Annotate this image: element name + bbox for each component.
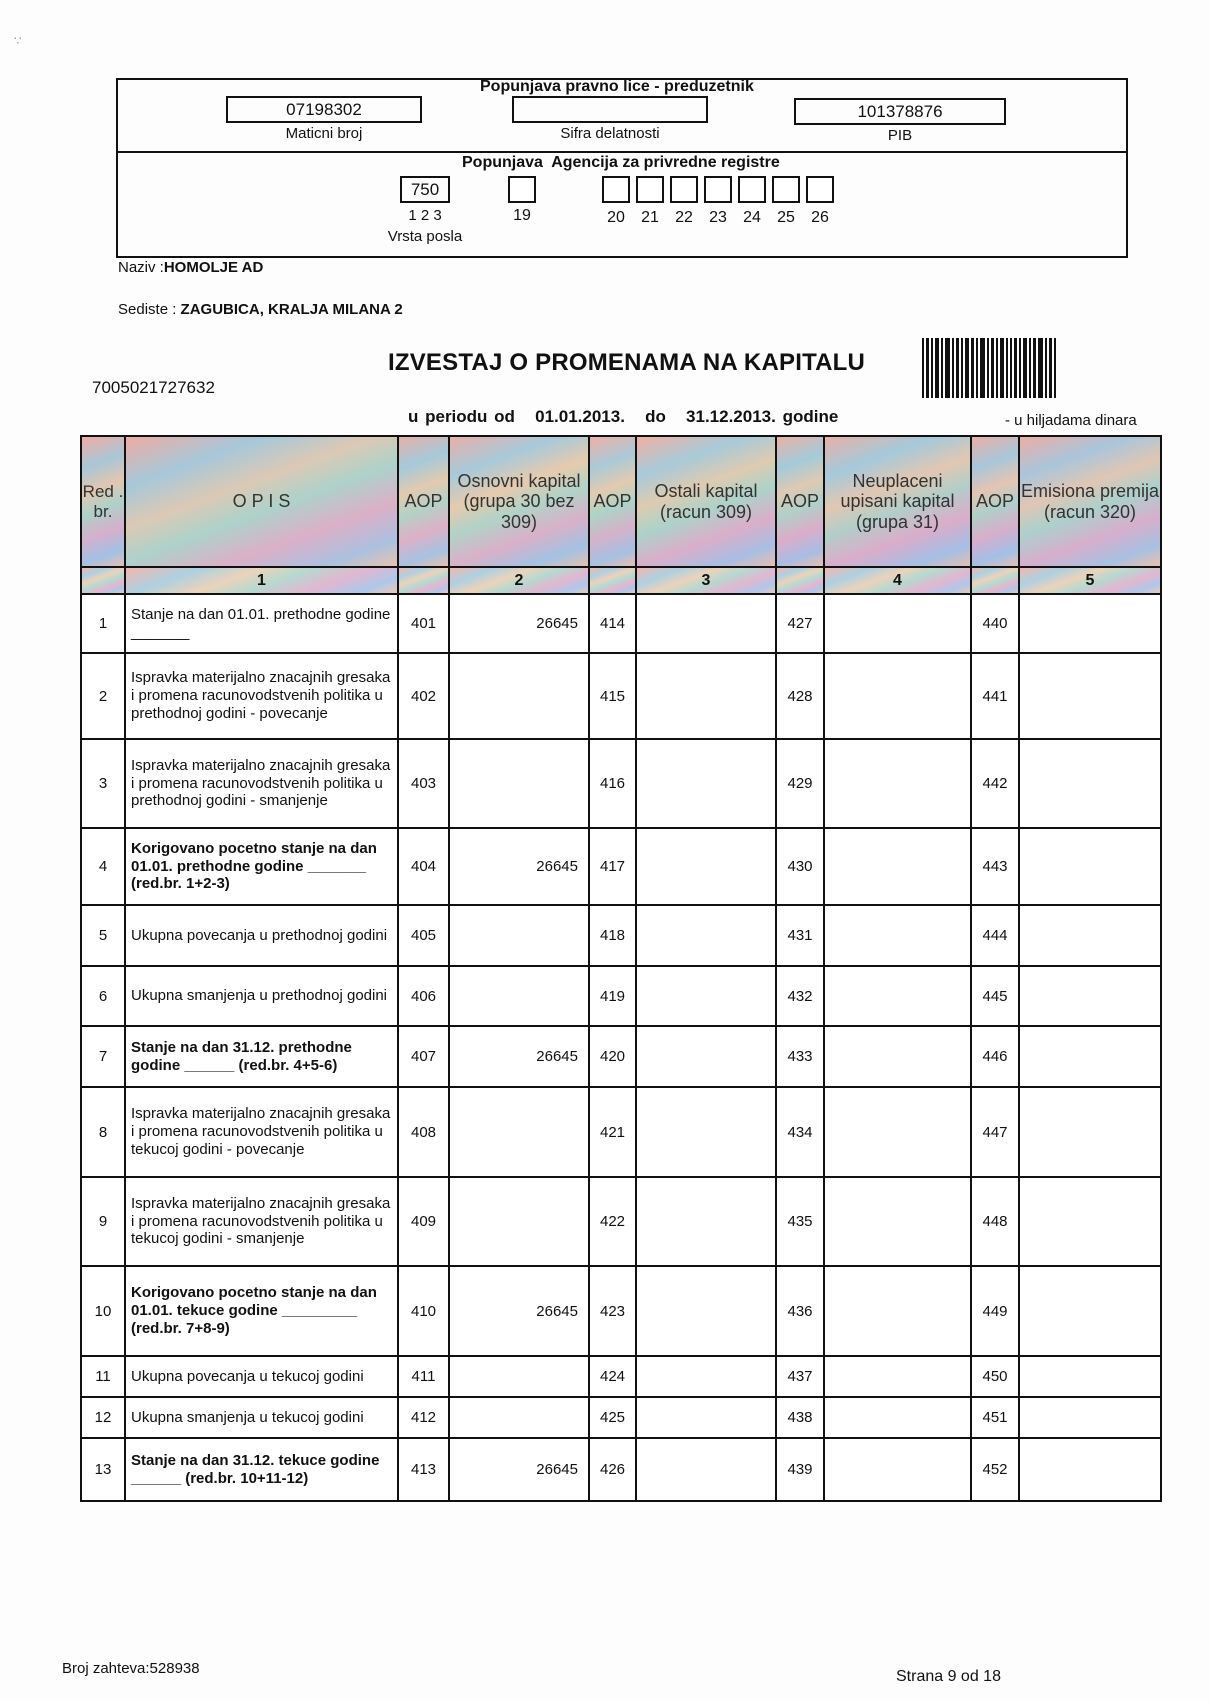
aop-code-osnovni: 410 xyxy=(398,1266,449,1356)
aop-code-neuplaceni: 437 xyxy=(776,1356,824,1397)
value-emisiona-premija[interactable] xyxy=(1019,1026,1161,1087)
aop-code-ostali: 421 xyxy=(589,1087,636,1177)
colnum-empty xyxy=(589,567,636,594)
header-neuplaceni-kapital: Neuplaceni upisani kapital (grupa 31) xyxy=(824,436,971,567)
table-row xyxy=(81,1026,1161,1087)
value-emisiona-premija[interactable] xyxy=(1019,828,1161,905)
period-prefix: u periodu od xyxy=(408,407,515,426)
aop-code-emisiona: 440 xyxy=(971,594,1019,653)
scan-mark: ∵ xyxy=(14,34,22,48)
value-neuplaceni-kapital[interactable] xyxy=(824,828,971,905)
box-19-label: 19 xyxy=(513,207,531,224)
box-26-label: 26 xyxy=(811,209,829,226)
aop-code-ostali: 425 xyxy=(589,1397,636,1438)
row-number: 13 xyxy=(81,1438,125,1501)
aop-code-emisiona: 443 xyxy=(971,828,1019,905)
aop-code-osnovni: 404 xyxy=(398,828,449,905)
box-24[interactable] xyxy=(738,176,766,203)
value-neuplaceni-kapital[interactable] xyxy=(824,1026,971,1087)
value-osnovni-kapital[interactable] xyxy=(449,739,589,828)
value-emisiona-premija[interactable] xyxy=(1019,1397,1161,1438)
colnum-empty xyxy=(398,567,449,594)
aop-code-ostali: 424 xyxy=(589,1356,636,1397)
pib-field[interactable]: 101378876 xyxy=(794,98,1006,125)
aop-code-emisiona: 452 xyxy=(971,1438,1019,1501)
header-opis: O P I S xyxy=(125,436,398,567)
table-row xyxy=(81,1266,1161,1356)
aop-code-ostali: 423 xyxy=(589,1266,636,1356)
value-emisiona-premija[interactable] xyxy=(1019,1356,1161,1397)
colnum-empty xyxy=(81,567,125,594)
value-ostali-kapital[interactable] xyxy=(636,1397,776,1438)
value-osnovni-kapital[interactable]: 26645 xyxy=(449,1266,589,1356)
table-row xyxy=(81,828,1161,905)
value-osnovni-kapital[interactable] xyxy=(449,653,589,739)
header-aop-5: AOP xyxy=(971,436,1019,567)
aop-code-emisiona: 450 xyxy=(971,1356,1019,1397)
barcode-icon xyxy=(922,338,1072,398)
value-ostali-kapital[interactable] xyxy=(636,739,776,828)
value-osnovni-kapital[interactable] xyxy=(449,905,589,966)
maticni-broj-field[interactable]: 07198302 xyxy=(226,96,422,123)
aop-code-ostali: 417 xyxy=(589,828,636,905)
value-neuplaceni-kapital[interactable] xyxy=(824,1356,971,1397)
row-number: 7 xyxy=(81,1026,125,1087)
value-neuplaceni-kapital[interactable] xyxy=(824,1438,971,1501)
header-ostali-kapital: Ostali kapital (racun 309) xyxy=(636,436,776,567)
company-name: HOMOLJE AD xyxy=(163,259,264,276)
table-row xyxy=(81,1087,1161,1177)
report-period xyxy=(408,407,838,427)
value-osnovni-kapital[interactable] xyxy=(449,1177,589,1266)
aop-code-emisiona: 446 xyxy=(971,1026,1019,1087)
company-code: 7005021727632 xyxy=(92,378,215,397)
aop-code-emisiona: 442 xyxy=(971,739,1019,828)
box-21[interactable] xyxy=(636,176,664,203)
row-description: Ukupna smanjenja u prethodnoj godini xyxy=(125,966,398,1026)
row-number: 6 xyxy=(81,966,125,1026)
colnum-1: 1 xyxy=(125,567,398,594)
company-seat: ZAGUBICA, KRALJA MILANA 2 xyxy=(180,301,403,318)
value-ostali-kapital[interactable] xyxy=(636,1356,776,1397)
value-osnovni-kapital[interactable]: 26645 xyxy=(449,828,589,905)
table-row xyxy=(81,739,1161,828)
row-description: Korigovano pocetno stanje na dan 01.01. tekuce godine _________ (red.br. 7+8-9) xyxy=(125,1266,398,1356)
header-aop-2: AOP xyxy=(398,436,449,567)
aop-code-emisiona: 448 xyxy=(971,1177,1019,1266)
value-emisiona-premija[interactable] xyxy=(1019,739,1161,828)
value-osnovni-kapital[interactable]: 26645 xyxy=(449,1026,589,1087)
row-number: 3 xyxy=(81,739,125,828)
table-row xyxy=(81,1177,1161,1266)
colnum-2: 2 xyxy=(449,567,589,594)
company-seat-label: Sediste : xyxy=(118,301,181,318)
box-23-label: 23 xyxy=(709,209,727,226)
maticni-broj-label: Maticni broj xyxy=(285,125,363,142)
row-number: 8 xyxy=(81,1087,125,1177)
colnum-5: 5 xyxy=(1019,567,1161,594)
capital-changes-table xyxy=(80,435,1162,1502)
row-description: Ukupna povecanja u tekucoj godini xyxy=(125,1356,398,1397)
value-osnovni-kapital[interactable] xyxy=(449,1087,589,1177)
table-row xyxy=(81,1356,1161,1397)
value-osnovni-kapital[interactable]: 26645 xyxy=(449,1438,589,1501)
company-name-label: Naziv : xyxy=(118,259,164,276)
vrsta-posla-digits: 1 2 3 xyxy=(408,207,442,224)
value-neuplaceni-kapital[interactable] xyxy=(824,905,971,966)
table-row xyxy=(81,653,1161,739)
table-body xyxy=(81,594,1161,1501)
table-row xyxy=(81,1438,1161,1501)
colnum-3: 3 xyxy=(636,567,776,594)
pib-label: PIB xyxy=(887,127,913,144)
aop-code-neuplaceni: 439 xyxy=(776,1438,824,1501)
aop-code-neuplaceni: 431 xyxy=(776,905,824,966)
row-number: 12 xyxy=(81,1397,125,1438)
table-row xyxy=(81,905,1161,966)
company-seat-line xyxy=(118,301,403,318)
aop-code-osnovni: 402 xyxy=(398,653,449,739)
value-emisiona-premija[interactable] xyxy=(1019,1087,1161,1177)
box-25[interactable] xyxy=(772,176,800,203)
period-suffix: godine xyxy=(782,407,839,426)
aop-code-ostali: 420 xyxy=(589,1026,636,1087)
colnum-4: 4 xyxy=(824,567,971,594)
value-osnovni-kapital[interactable]: 26645 xyxy=(449,594,589,653)
aop-code-ostali: 416 xyxy=(589,739,636,828)
report-title: IZVESTAJ O PROMENAMA NA KAPITALU xyxy=(388,349,866,376)
row-description: Ispravka materijalno znacajnih gresaka i promena racunovodstvenih politika u prethodnoj godini - smanjenje xyxy=(125,739,398,828)
currency-unit-note: - u hiljadama dinara xyxy=(1005,412,1137,429)
period-date-from: 01.01.2013. xyxy=(535,407,625,426)
aop-code-osnovni: 408 xyxy=(398,1087,449,1177)
agency-section-heading xyxy=(462,154,780,172)
value-ostali-kapital[interactable] xyxy=(636,1266,776,1356)
box-20[interactable] xyxy=(602,176,630,203)
box-24-label: 24 xyxy=(743,209,761,226)
aop-code-osnovni: 401 xyxy=(398,594,449,653)
aop-code-ostali: 418 xyxy=(589,905,636,966)
aop-code-emisiona: 447 xyxy=(971,1087,1019,1177)
box-26[interactable] xyxy=(806,176,834,203)
aop-code-osnovni: 411 xyxy=(398,1356,449,1397)
boxes-20-26 xyxy=(602,176,834,203)
header-emisiona-premija: Emisiona premija (racun 320) xyxy=(1019,436,1161,567)
box-23[interactable] xyxy=(704,176,732,203)
row-number: 9 xyxy=(81,1177,125,1266)
table-row xyxy=(81,1397,1161,1438)
value-neuplaceni-kapital[interactable] xyxy=(824,1397,971,1438)
aop-code-neuplaceni: 428 xyxy=(776,653,824,739)
header-osnovni-kapital: Osnovni kapital (grupa 30 bez 309) xyxy=(449,436,589,567)
row-description: Ukupna smanjenja u tekucoj godini xyxy=(125,1397,398,1438)
legal-entity-section-heading: Popunjava pravno lice - preduzetnik xyxy=(480,78,754,95)
value-osnovni-kapital[interactable] xyxy=(449,1397,589,1438)
row-description: Korigovano pocetno stanje na dan 01.01. prethodne godine _______ (red.br. 1+2-3) xyxy=(125,828,398,905)
box-19[interactable] xyxy=(508,176,536,203)
value-ostali-kapital[interactable] xyxy=(636,1087,776,1177)
value-osnovni-kapital[interactable] xyxy=(449,1356,589,1397)
row-description: Ispravka materijalno znacajnih gresaka i promena racunovodstvenih politika u prethodnoj godini - povecanje xyxy=(125,653,398,739)
aop-code-ostali: 419 xyxy=(589,966,636,1026)
page-number: Strana 9 od 18 xyxy=(896,1668,1001,1685)
row-number: 1 xyxy=(81,594,125,653)
aop-code-ostali: 422 xyxy=(589,1177,636,1266)
aop-code-ostali: 426 xyxy=(589,1438,636,1501)
row-number: 5 xyxy=(81,905,125,966)
company-name-line xyxy=(118,259,263,276)
value-neuplaceni-kapital[interactable] xyxy=(824,1177,971,1266)
value-ostali-kapital[interactable] xyxy=(636,1177,776,1266)
aop-code-neuplaceni: 438 xyxy=(776,1397,824,1438)
table-row xyxy=(81,966,1161,1026)
value-emisiona-premija[interactable] xyxy=(1019,905,1161,966)
header-aop-3: AOP xyxy=(589,436,636,567)
table-header-row xyxy=(81,436,1161,567)
value-neuplaceni-kapital[interactable] xyxy=(824,1087,971,1177)
row-description: Stanje na dan 01.01. prethodne godine _______ xyxy=(125,594,398,653)
value-emisiona-premija[interactable] xyxy=(1019,594,1161,653)
aop-code-neuplaceni: 432 xyxy=(776,966,824,1026)
row-description: Ispravka materijalno znacajnih gresaka i promena racunovodstvenih politika u tekucoj godini - povecanje xyxy=(125,1087,398,1177)
value-osnovni-kapital[interactable] xyxy=(449,966,589,1026)
box-25-label: 25 xyxy=(777,209,795,226)
sifra-delatnosti-label: Sifra delatnosti xyxy=(560,125,660,142)
colnum-empty xyxy=(971,567,1019,594)
value-emisiona-premija[interactable] xyxy=(1019,966,1161,1026)
value-ostali-kapital[interactable] xyxy=(636,1438,776,1501)
table-row xyxy=(81,594,1161,653)
period-mid: do xyxy=(645,407,666,426)
aop-code-neuplaceni: 434 xyxy=(776,1087,824,1177)
aop-code-neuplaceni: 433 xyxy=(776,1026,824,1087)
row-description: Stanje na dan 31.12. tekuce godine ______ (red.br. 10+11-12) xyxy=(125,1438,398,1501)
sifra-delatnosti-field[interactable] xyxy=(512,96,708,123)
aop-code-emisiona: 449 xyxy=(971,1266,1019,1356)
header-aop-4: AOP xyxy=(776,436,824,567)
header-red-br: Red . br. xyxy=(81,436,125,567)
aop-code-ostali: 415 xyxy=(589,653,636,739)
request-number: Broj zahteva:528938 xyxy=(62,1660,200,1677)
value-emisiona-premija[interactable] xyxy=(1019,1438,1161,1501)
aop-code-osnovni: 407 xyxy=(398,1026,449,1087)
value-ostali-kapital[interactable] xyxy=(636,653,776,739)
row-number: 10 xyxy=(81,1266,125,1356)
row-number: 4 xyxy=(81,828,125,905)
value-neuplaceni-kapital[interactable] xyxy=(824,966,971,1026)
row-description: Stanje na dan 31.12. prethodne godine ______ (red.br. 4+5-6) xyxy=(125,1026,398,1087)
colnum-empty xyxy=(776,567,824,594)
value-neuplaceni-kapital[interactable] xyxy=(824,739,971,828)
row-number: 11 xyxy=(81,1356,125,1397)
aop-code-emisiona: 451 xyxy=(971,1397,1019,1438)
aop-code-osnovni: 413 xyxy=(398,1438,449,1501)
aop-code-osnovni: 409 xyxy=(398,1177,449,1266)
aop-code-neuplaceni: 429 xyxy=(776,739,824,828)
box-21-label: 21 xyxy=(641,209,659,226)
box-22-label: 22 xyxy=(675,209,693,226)
column-number-row xyxy=(81,567,1161,594)
value-neuplaceni-kapital[interactable] xyxy=(824,594,971,653)
aop-code-osnovni: 403 xyxy=(398,739,449,828)
aop-code-neuplaceni: 430 xyxy=(776,828,824,905)
aop-code-emisiona: 445 xyxy=(971,966,1019,1026)
row-description: Ispravka materijalno znacajnih gresaka i promena racunovodstvenih politika u tekucoj godini - smanjenje xyxy=(125,1177,398,1266)
aop-code-neuplaceni: 427 xyxy=(776,594,824,653)
value-emisiona-premija[interactable] xyxy=(1019,1266,1161,1356)
aop-code-osnovni: 406 xyxy=(398,966,449,1026)
aop-code-ostali: 414 xyxy=(589,594,636,653)
box-20-label: 20 xyxy=(607,209,625,226)
value-ostali-kapital[interactable] xyxy=(636,905,776,966)
value-ostali-kapital[interactable] xyxy=(636,828,776,905)
boxes-20-26-labels xyxy=(599,209,837,227)
value-ostali-kapital[interactable] xyxy=(636,594,776,653)
vrsta-posla-label: Vrsta posla xyxy=(387,228,463,245)
aop-code-osnovni: 412 xyxy=(398,1397,449,1438)
value-ostali-kapital[interactable] xyxy=(636,966,776,1026)
aop-code-neuplaceni: 435 xyxy=(776,1177,824,1266)
value-emisiona-premija[interactable] xyxy=(1019,1177,1161,1266)
vrsta-posla-field[interactable]: 750 xyxy=(400,176,450,203)
value-neuplaceni-kapital[interactable] xyxy=(824,653,971,739)
value-emisiona-premija[interactable] xyxy=(1019,653,1161,739)
value-ostali-kapital[interactable] xyxy=(636,1026,776,1087)
box-22[interactable] xyxy=(670,176,698,203)
aop-code-neuplaceni: 436 xyxy=(776,1266,824,1356)
value-neuplaceni-kapital[interactable] xyxy=(824,1266,971,1356)
agency-prefix: Popunjava xyxy=(462,154,543,171)
row-description: Ukupna povecanja u prethodnoj godini xyxy=(125,905,398,966)
registration-divider xyxy=(116,151,1128,153)
agency-name: Agencija za privredne registre xyxy=(551,154,780,171)
aop-code-emisiona: 444 xyxy=(971,905,1019,966)
aop-code-emisiona: 441 xyxy=(971,653,1019,739)
row-number: 2 xyxy=(81,653,125,739)
period-date-to: 31.12.2013. xyxy=(686,407,776,426)
aop-code-osnovni: 405 xyxy=(398,905,449,966)
